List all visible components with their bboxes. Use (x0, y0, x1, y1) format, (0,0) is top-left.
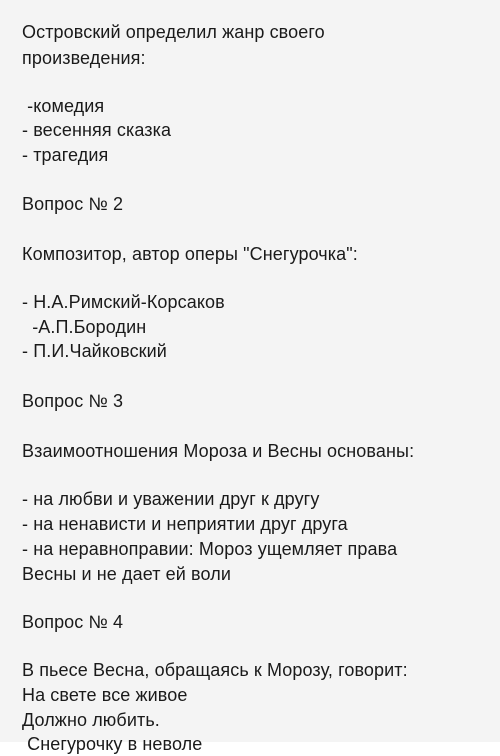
q1-option-1: -комедия (22, 96, 105, 116)
q2-option-3: - П.И.Чайковский (22, 341, 167, 361)
q1-prompt-line-2: произведения: (22, 48, 146, 68)
q2-option-1: - Н.А.Римский-Корсаков (22, 292, 225, 312)
q2-prompt: Композитор, автор оперы "Снегурочка": (22, 244, 358, 264)
q4-quote-line-3: Снегурочку в неволе (22, 734, 203, 754)
q3-option-3-continued: Весны и не дает ей воли (22, 564, 231, 584)
q1-option-3: - трагедия (22, 145, 109, 165)
q4-prompt: В пьесе Весна, обращаясь к Морозу, говорит: (22, 660, 408, 680)
q4-heading: Вопрос № 4 (22, 612, 124, 632)
q1-option-2: - весенняя сказка (22, 120, 172, 140)
q2-option-2: -А.П.Бородин (22, 317, 147, 337)
q3-option-1: - на любви и уважении друг к другу (22, 489, 320, 509)
q2-heading: Вопрос № 2 (22, 194, 124, 214)
q4-quote-line-2: Должно любить. (22, 710, 160, 730)
q3-option-2: - на ненависти и неприятии друг друга (22, 514, 348, 534)
q3-heading: Вопрос № 3 (22, 391, 124, 411)
q4-quote-line-1: На свете все живое (22, 685, 188, 705)
q3-prompt: Взаимоотношения Мороза и Весны основаны: (22, 441, 415, 461)
q1-prompt-line-1: Островский определил жанр своего (22, 22, 325, 42)
q3-option-3: - на неравноправии: Мороз ущемляет права (22, 539, 398, 559)
